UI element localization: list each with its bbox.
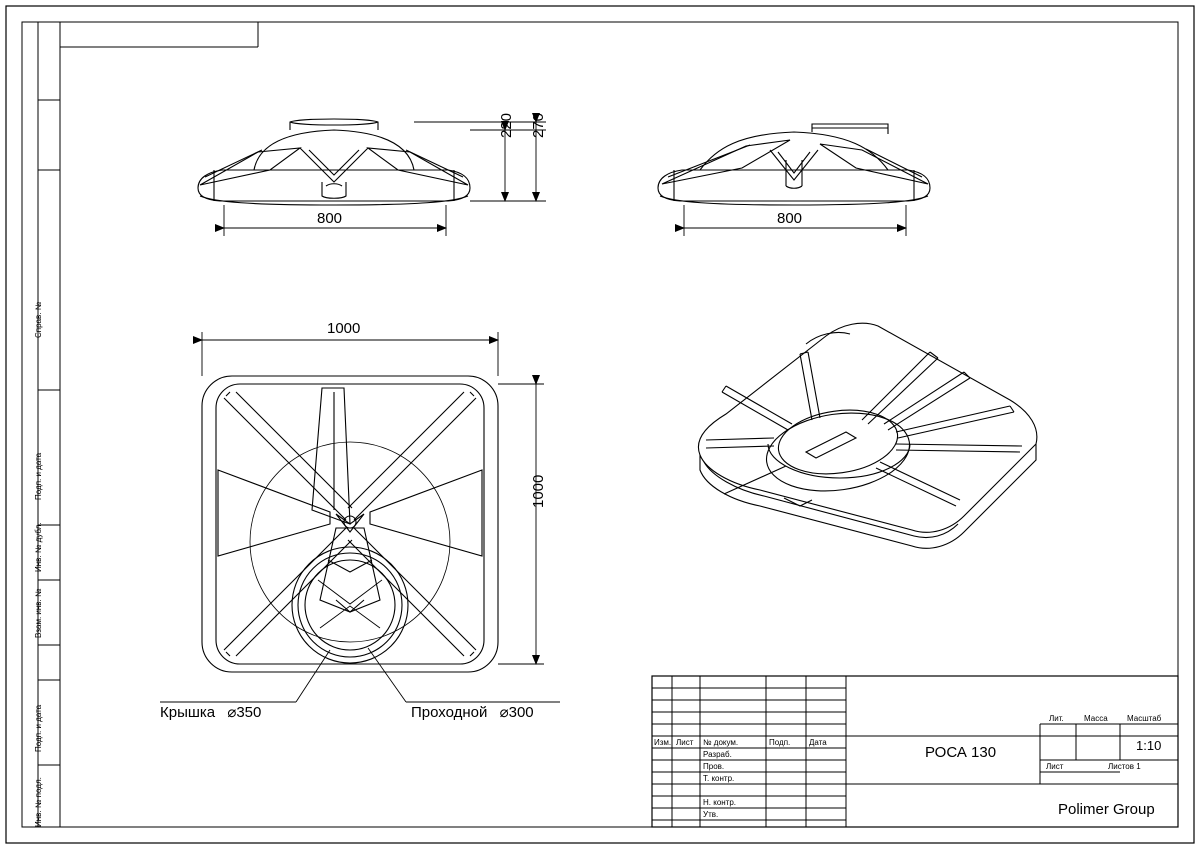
tb-sheets-label: Листов 1 (1108, 762, 1141, 771)
dim-label-front-220: 220 (498, 112, 515, 138)
dim-label-side-800: 800 (777, 210, 803, 227)
tb-col-data: Дата (809, 738, 827, 747)
diameter-icon: ⌀ (227, 704, 237, 721)
tb-row-utv: Утв. (703, 810, 719, 819)
passage-note (411, 703, 534, 721)
isometric-view-geometry (698, 323, 1036, 548)
dimension-top-1000 (202, 332, 498, 376)
side-view-geometry (658, 124, 930, 205)
margin-label-podp-data-1: Подп. и дата (34, 452, 43, 500)
top-view-geometry (202, 376, 498, 672)
tb-row-prov: Пров. (703, 762, 725, 771)
tb-col-dokum: № докум. (703, 738, 739, 747)
tb-company: Polimer Group (1058, 801, 1155, 818)
margin-label-inv-podl: Инв. № подл. (34, 777, 43, 827)
tb-sheet-label: Лист (1046, 762, 1064, 771)
front-view-geometry (198, 119, 470, 205)
passage-note-text: Проходной (411, 704, 488, 721)
margin-label-vzam-inv: Взам. инв. № (34, 588, 43, 638)
tb-col-list: Лист (676, 738, 694, 747)
tb-mass-label: Масса (1084, 714, 1108, 723)
passage-note-value: 300 (508, 704, 534, 721)
margin-label-inv-dubl: Инв. № дубл. (34, 522, 43, 572)
dimension-front-heights (414, 122, 546, 201)
tb-col-podp: Подп. (769, 738, 791, 747)
tb-row-nkontr: Н. контр. (703, 798, 737, 807)
tb-row-razrab: Разраб. (703, 750, 732, 759)
margin-label-sprav: Справ. № (34, 301, 43, 338)
tb-lit-label: Лит. (1049, 714, 1064, 723)
lid-note-value: 350 (236, 704, 262, 721)
diameter-icon: ⌀ (499, 704, 509, 721)
tb-designation: РОСА 130 (925, 744, 997, 761)
dim-label-front-270: 270 (530, 112, 547, 138)
dim-label-top-height-1000: 1000 (530, 474, 547, 508)
tb-scale-value: 1:10 (1136, 738, 1162, 753)
lid-note (160, 703, 261, 721)
tb-col-izm: Изм. (654, 738, 672, 747)
tb-row-tkontr: Т. контр. (703, 774, 735, 783)
dim-label-top-1000: 1000 (327, 320, 361, 337)
tb-scale-label: Масштаб (1127, 714, 1162, 723)
lid-note-text: Крышка (160, 704, 216, 721)
dimension-top-height-1000 (498, 384, 544, 664)
margin-label-podp-data-2: Подп. и дата (34, 704, 43, 752)
dim-label-front-800: 800 (317, 210, 343, 227)
